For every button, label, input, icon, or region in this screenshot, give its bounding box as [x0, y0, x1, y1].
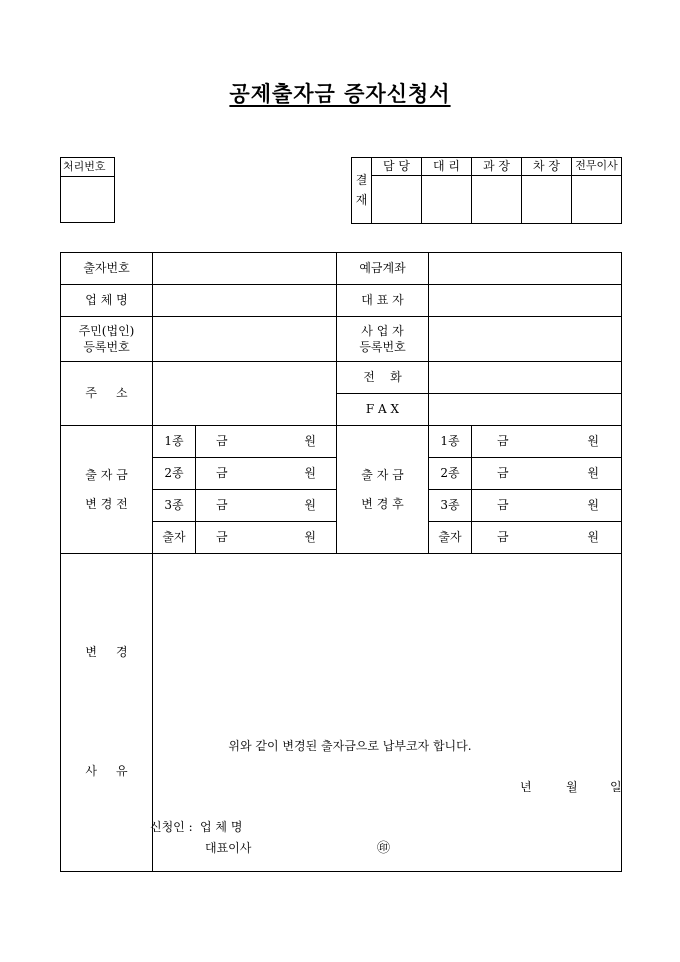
capital-after-label-line1: 출 자 금 [361, 467, 404, 482]
amount-label: 금 [497, 498, 509, 513]
fax-label: F A X [337, 394, 429, 426]
date-year: 년 [520, 780, 532, 794]
approval-role-assistant-manager: 대 리 [422, 158, 472, 176]
amount-before-field[interactable] [196, 522, 337, 554]
share-type-before: 출자 [153, 522, 196, 554]
won-label: 원 [587, 498, 599, 513]
amount-after-field[interactable] [472, 458, 622, 490]
address-label: 주 소 [61, 362, 153, 426]
share-type-before: 3종 [153, 490, 196, 522]
business-registration-label [337, 317, 429, 362]
resident-registration-field[interactable] [153, 317, 337, 362]
approval-role-executive: 전무이사 [572, 158, 622, 176]
resident-registration-label [61, 317, 153, 362]
capital-after-label-line2: 변 경 후 [361, 496, 404, 511]
won-label: 원 [587, 530, 599, 545]
representative-label: 대 표 자 [337, 285, 429, 317]
change-reason-label [61, 554, 153, 872]
capital-before-label [61, 426, 153, 554]
amount-label: 금 [497, 434, 509, 449]
investor-number-label: 출자번호 [61, 253, 153, 285]
approval-role-manager: 과 장 [472, 158, 522, 176]
change-reason-label-line1: 변 경 [85, 645, 128, 660]
investor-number-field[interactable] [153, 253, 337, 285]
share-type-after: 1종 [429, 426, 472, 458]
address-field[interactable] [153, 362, 337, 426]
deposit-account-label: 예금계좌 [337, 253, 429, 285]
company-name-label: 업 체 명 [61, 285, 153, 317]
share-type-after: 3종 [429, 490, 472, 522]
processing-number-box [60, 157, 115, 223]
business-registration-label-line2: 등록번호 [359, 340, 406, 354]
won-label: 원 [304, 434, 316, 449]
won-label: 원 [587, 466, 599, 481]
approval-label: 결재 [352, 158, 372, 224]
company-name-field[interactable] [153, 285, 337, 317]
amount-label: 금 [216, 530, 228, 545]
approval-role-staff: 담 당 [372, 158, 422, 176]
deposit-account-field[interactable] [429, 253, 622, 285]
capital-before-label-line1: 출 자 금 [85, 467, 128, 482]
applicant-ceo-label: 대표이사 [205, 841, 252, 855]
share-type-after: 출자 [429, 522, 472, 554]
date-day: 일 [610, 780, 622, 794]
approval-sign-cell[interactable] [372, 176, 422, 224]
approval-sign-cell[interactable] [522, 176, 572, 224]
amount-after-field[interactable] [472, 490, 622, 522]
share-type-before: 2종 [153, 458, 196, 490]
resident-registration-label-line1: 주민(법인) [78, 323, 135, 338]
phone-label: 전 화 [337, 362, 429, 394]
share-type-after: 2종 [429, 458, 472, 490]
applicant-prefix: 신청인 : [150, 820, 193, 834]
approval-sign-cell[interactable] [422, 176, 472, 224]
amount-label: 금 [497, 530, 509, 545]
amount-label: 금 [216, 434, 228, 449]
fax-field[interactable] [429, 394, 622, 426]
business-registration-field[interactable] [429, 317, 622, 362]
approval-sign-cell[interactable] [472, 176, 522, 224]
won-label: 원 [304, 530, 316, 545]
page-title: 공제출자금 증자신청서 [229, 81, 451, 106]
representative-field[interactable] [429, 285, 622, 317]
date-month: 월 [566, 780, 578, 794]
share-type-before: 1종 [153, 426, 196, 458]
won-label: 원 [304, 498, 316, 513]
approval-sign-cell[interactable] [572, 176, 622, 224]
approval-table [351, 157, 622, 224]
amount-after-field[interactable] [472, 426, 622, 458]
seal-mark: ㊞ [377, 841, 391, 856]
phone-field[interactable] [429, 362, 622, 394]
amount-before-field[interactable] [196, 490, 337, 522]
amount-label: 금 [497, 466, 509, 481]
won-label: 원 [304, 466, 316, 481]
amount-label: 금 [216, 466, 228, 481]
capital-after-label [337, 426, 429, 554]
processing-number-label: 처리번호 [61, 158, 114, 177]
change-reason-label-line2: 사 유 [85, 763, 128, 778]
applicant-company-label: 업 체 명 [200, 820, 243, 834]
main-form-table [60, 252, 622, 872]
approval-role-deputy-manager: 차 장 [522, 158, 572, 176]
business-registration-label-line1: 사 업 자 [361, 323, 404, 338]
amount-after-field[interactable] [472, 522, 622, 554]
capital-before-label-line2: 변 경 전 [85, 496, 128, 511]
won-label: 원 [587, 434, 599, 449]
amount-label: 금 [216, 498, 228, 513]
amount-before-field[interactable] [196, 426, 337, 458]
amount-before-field[interactable] [196, 458, 337, 490]
statement-text: 위와 같이 변경된 출자금으로 납부코자 합니다. [228, 739, 472, 753]
resident-registration-label-line2: 등록번호 [83, 340, 130, 354]
